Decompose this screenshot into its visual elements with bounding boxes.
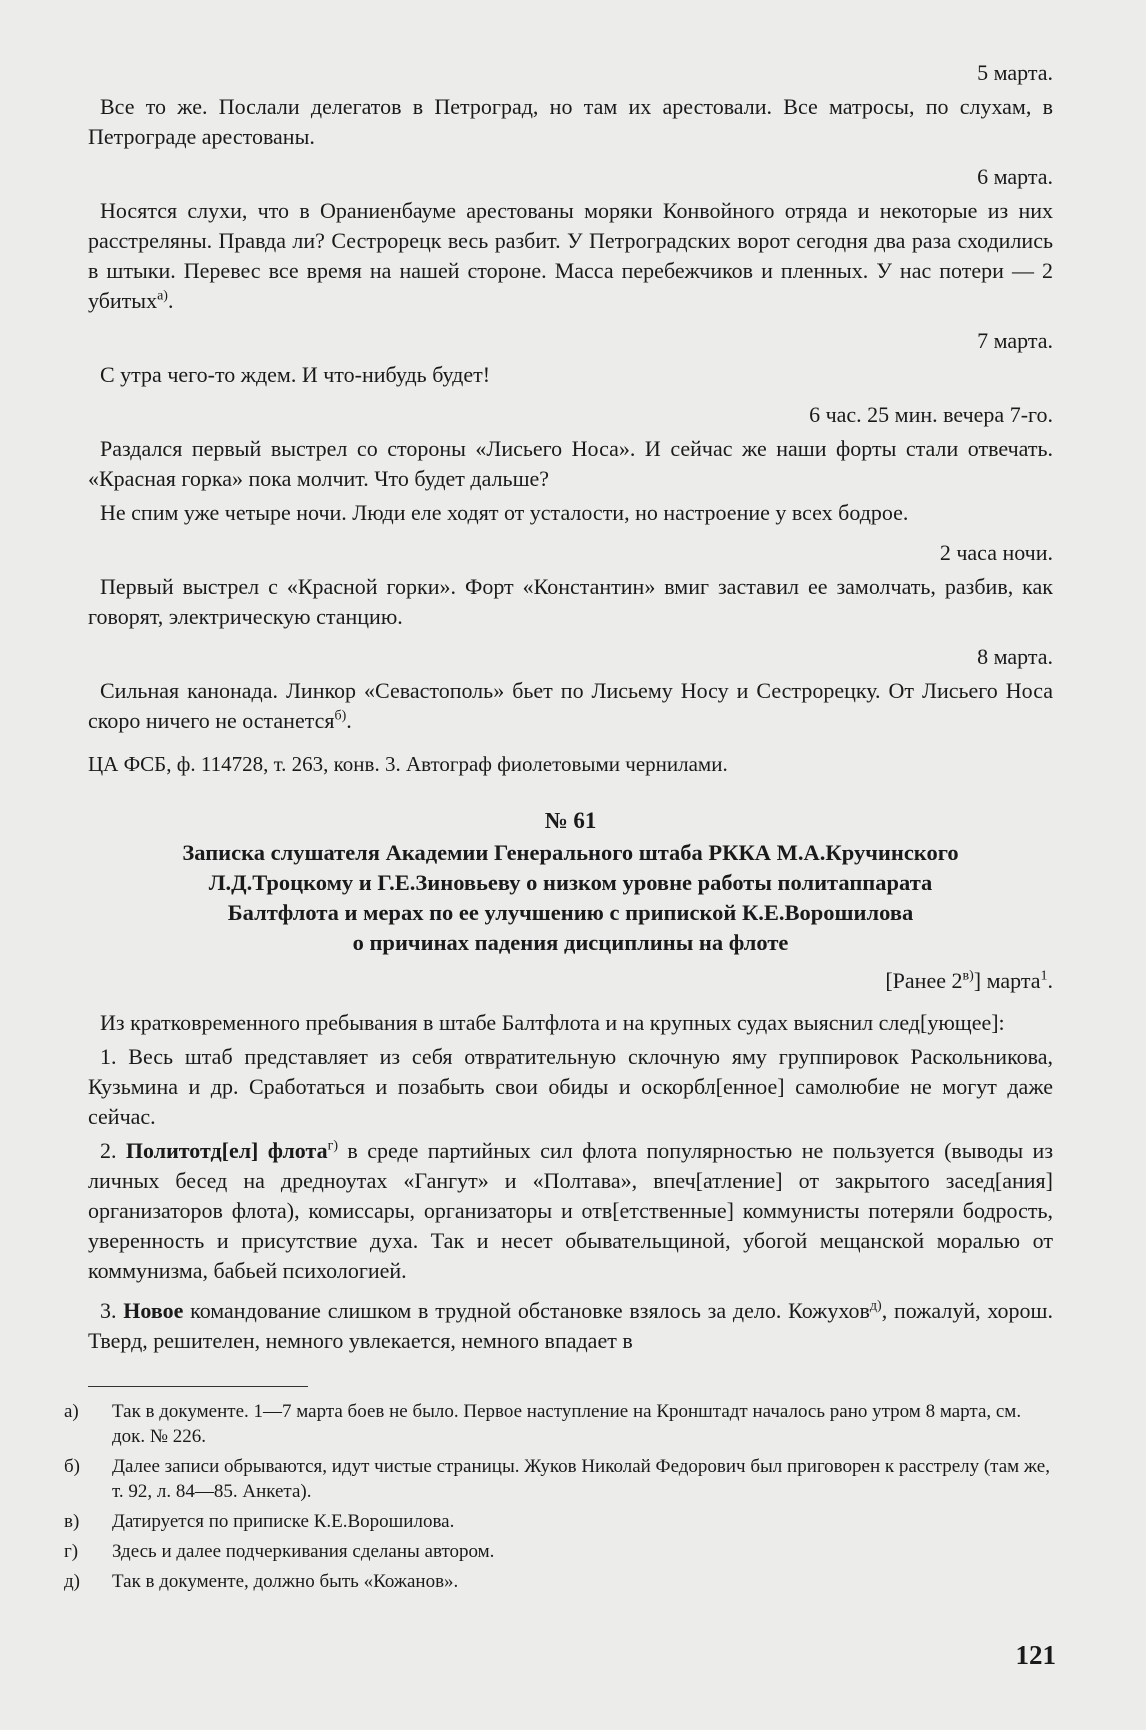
footnote-ref: б) — [334, 708, 347, 724]
diary-entry: Первый выстрел с «Красной горки». Форт «Константин» вмиг заставил ее замолчать, разбив, как говорят, электрическую станцию. — [88, 574, 1053, 629]
footnote: а) Так в документе. 1—7 марта боев не было. Первое наступление на Кронштадт началось рано утром 8 марта, см. док. № 226. — [64, 1401, 1022, 1447]
diary-date: 8 марта. — [977, 644, 1053, 669]
diary-entry: Носятся слухи, что в Ораниенбауме арестованы моряки Конвойного отряда и некоторые из них расстреляны. Правда ли? Сестрорецк весь разбит. У Петроградских ворот сегодня два раза сходились в штыки. Перевес все время на нашей стороне. Масса перебежчиков и пленных. У нас потери — 2 убитых$^{а)}$. — [88, 198, 1053, 313]
archive-source: ЦА ФСБ, ф. 114728, т. 263, конв. 3. Автограф фиолетовыми чернилами. — [88, 752, 728, 776]
diary-date: 5 марта. — [977, 60, 1053, 85]
page-content — [64, 58, 1054, 1599]
diary-entry: Все то же. Послали делегатов в Петроград, но там их арестовали. Все матросы, по слухам, в Петрограде арестованы. — [88, 94, 1053, 149]
body-paragraph: 1. Весь штаб представляет из себя отвратительную склочную яму группировок Раскольникова, Кузьмина и др. Сработаться и позабыть свои обиды и оскорбл[енное] самолюбие не могут даже сейчас. — [88, 1044, 1053, 1129]
document-date: [Ранее $2^{в)}$] марта$^1$. — [885, 968, 1053, 993]
footnote: б) Далее записи обрываются, идут чистые страницы. Жуков Николай Федорович был приговорен к расстрелу (там же, т. 92, л. 84—85. Анкета). — [64, 1456, 1050, 1502]
document-number: № 61 — [544, 808, 597, 833]
diary-date: 2 часа ночи. — [939, 540, 1053, 565]
body-paragraph: 2. Политотд[ел] флота$^{г)}$ в среде партийных сил флота популярностью не пользуется (выводы из личных бесед на дредноутах «Гангут» и «Полтава», впеч[атление] от закрытого засед[ания] организаторов флота), комиссары, организаторы и отв[етственные] коммунисты потеряли бодрость, уверенность и присутствие духа. Так и несет обывательщиной, убогой мещанской моралью от коммунизма, бабьей психологией. — [88, 1138, 1054, 1283]
body-paragraph: Из кратковременного пребывания в штабе Балтфлота и на крупных судах выяснил след[ующее]: — [100, 1010, 1005, 1035]
diary-entry: Сильная канонада. Линкор «Севастополь» бьет по Лисьему Носу и Сестрорецку. От Лисьего Носа скоро ничего не останется$^{б)}$. — [88, 678, 1053, 733]
document-title: Записка слушателя Академии Генерального штаба РККА М.А.Кручинского Л.Д.Троцкому и Г.Е.Зиновьеву о низком уровне работы политаппарата Балтфлота и мерах по ее улучшению с припиской К.Е.Ворошилова о причинах падения дисциплины на флоте — [182, 840, 959, 955]
footnote-ref: г) — [327, 1138, 338, 1154]
diary-entry: Раздался первый выстрел со стороны «Лисьего Носа». И сейчас же наши форты стали отвечать. «Красная горка» пока молчит. Что будет дальше? — [88, 436, 1053, 491]
diary-entry: Не спим уже четыре ночи. Люди еле ходят от усталости, но настроение у всех бодрое. — [100, 500, 909, 525]
footnote: д) Так в документе, должно быть «Кожанов». — [64, 1571, 459, 1592]
footnote-ref: а) — [157, 288, 168, 304]
diary-date: 6 час. 25 мин. вечера 7-го. — [809, 402, 1053, 427]
diary-date: 6 марта. — [977, 164, 1053, 189]
page-number: 121 — [1015, 1640, 1056, 1670]
diary-date: 7 марта. — [977, 328, 1053, 353]
footnote-divider — [88, 1386, 308, 1387]
footnote-ref: д) — [869, 1298, 882, 1314]
body-paragraph: 3. Новое командование слишком в трудной обстановке взялось за дело. Кожухов$^{д)}$, пожалуй, хорош. Тверд, решителен, немного увлекается, немного впадает в — [88, 1298, 1053, 1353]
footnote: г) Здесь и далее подчеркивания сделаны автором. — [64, 1541, 495, 1562]
diary-entry: С утра чего-то ждем. И что-нибудь будет! — [100, 362, 491, 387]
footnote: в) Датируется по приписке К.Е.Ворошилова. — [64, 1511, 455, 1532]
